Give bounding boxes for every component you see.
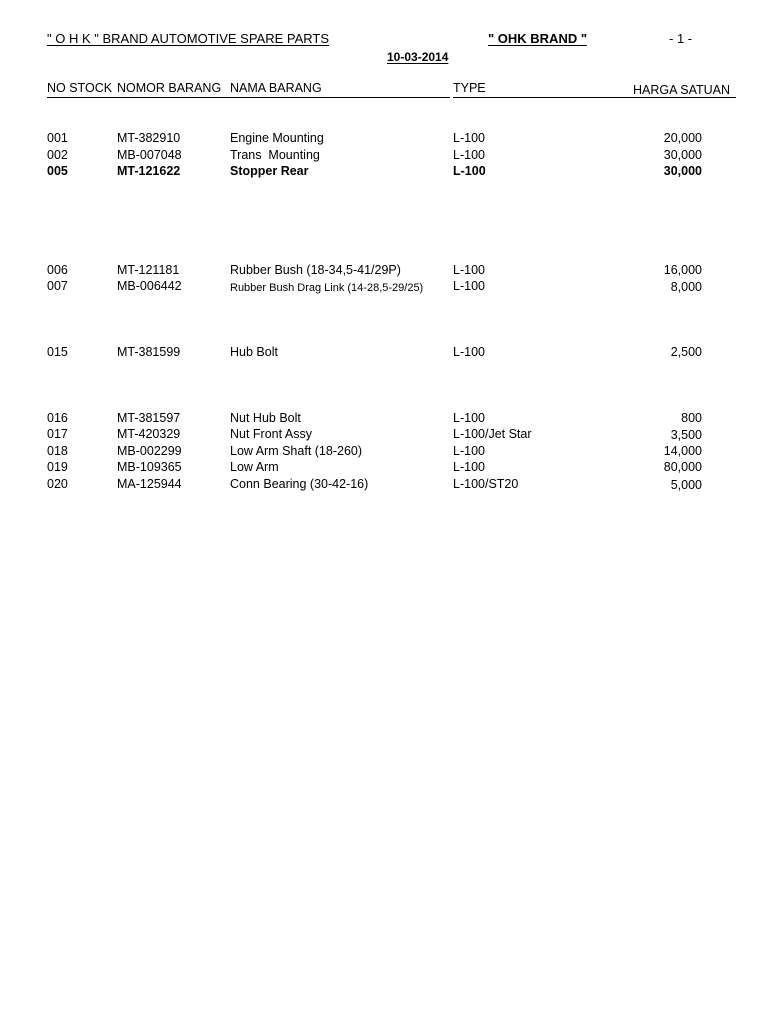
row-type: L-100: [453, 444, 485, 458]
col-nomor-barang: NOMOR BARANG: [117, 81, 222, 95]
row-nama: Engine Mounting: [230, 131, 324, 145]
row-harga: 80,000: [663, 460, 702, 474]
row-type: L-100: [453, 279, 485, 293]
row-nomor: MT-382910: [117, 131, 181, 145]
row-nomor: MT-121181: [117, 263, 180, 277]
row-type: L-100: [453, 131, 485, 145]
row-no: 020: [47, 477, 68, 491]
row-harga: 8,000: [670, 280, 702, 294]
row-nomor: MB-109365: [117, 460, 182, 474]
col-no-stock: NO STOCK: [47, 81, 113, 95]
header-rule-right: [453, 97, 736, 98]
row-nomor: MT-420329: [117, 427, 181, 441]
row-no: 019: [47, 460, 68, 474]
row-no: 016: [47, 411, 68, 425]
row-no: 001: [47, 131, 68, 145]
row-harga: 20,000: [663, 131, 702, 145]
col-harga-satuan: HARGA SATUAN: [633, 83, 731, 97]
row-nama: Rubber Bush Drag Link (14-28,5-29/25): [230, 282, 424, 294]
row-type: L-100/ST20: [453, 477, 519, 491]
row-harga: 16,000: [663, 263, 702, 277]
row-nama: Low Arm Shaft (18-260): [230, 444, 363, 458]
row-harga: 14,000: [663, 444, 702, 458]
row-nomor: MT-121622: [117, 164, 181, 178]
row-no: 006: [47, 263, 68, 277]
row-no: 017: [47, 427, 68, 441]
page-number: - 1 -: [669, 31, 693, 46]
row-nama: Conn Bearing (30-42-16): [230, 477, 369, 491]
row-nama: Nut Front Assy: [230, 427, 312, 441]
header-rule-left: [47, 97, 450, 98]
row-nama: Nut Hub Bolt: [230, 411, 301, 425]
document-title: " O H K " BRAND AUTOMOTIVE SPARE PARTS: [47, 31, 330, 46]
row-no: 018: [47, 444, 68, 458]
row-nomor: MB-002299: [117, 444, 182, 458]
row-nama: Trans Mounting: [230, 148, 320, 162]
row-nomor: MT-381597: [117, 411, 181, 425]
col-type: TYPE: [453, 81, 486, 95]
row-nomor: MA-125944: [117, 477, 182, 491]
row-type: L-100: [453, 148, 485, 162]
row-harga: 5,000: [670, 478, 702, 492]
row-harga: 30,000: [663, 164, 702, 178]
row-no: 002: [47, 148, 68, 162]
row-nama: Rubber Bush (18-34,5-41/29P): [230, 263, 401, 277]
col-nama-barang: NAMA BARANG: [230, 81, 322, 95]
brand-label: " OHK BRAND ": [488, 31, 587, 46]
row-nomor: MB-007048: [117, 148, 182, 162]
row-type: L-100: [453, 345, 485, 359]
row-type: L-100: [453, 411, 485, 425]
row-nomor: MB-006442: [117, 279, 182, 293]
row-no: 005: [47, 164, 68, 178]
row-type: L-100: [453, 263, 485, 277]
row-no: 007: [47, 279, 68, 293]
row-type: L-100: [453, 164, 486, 178]
row-nama: Low Arm: [230, 460, 279, 474]
row-type: L-100: [453, 460, 485, 474]
row-no: 015: [47, 345, 68, 359]
document-date: 10-03-2014: [387, 50, 449, 64]
row-type: L-100/Jet Star: [453, 427, 532, 441]
row-harga: 30,000: [663, 148, 702, 162]
row-harga: 2,500: [670, 345, 702, 359]
row-nomor: MT-381599: [117, 345, 181, 359]
row-harga: 3,500: [670, 428, 702, 442]
row-nama: Stopper Rear: [230, 164, 309, 178]
row-harga: 800: [681, 411, 702, 425]
row-nama: Hub Bolt: [230, 345, 278, 359]
